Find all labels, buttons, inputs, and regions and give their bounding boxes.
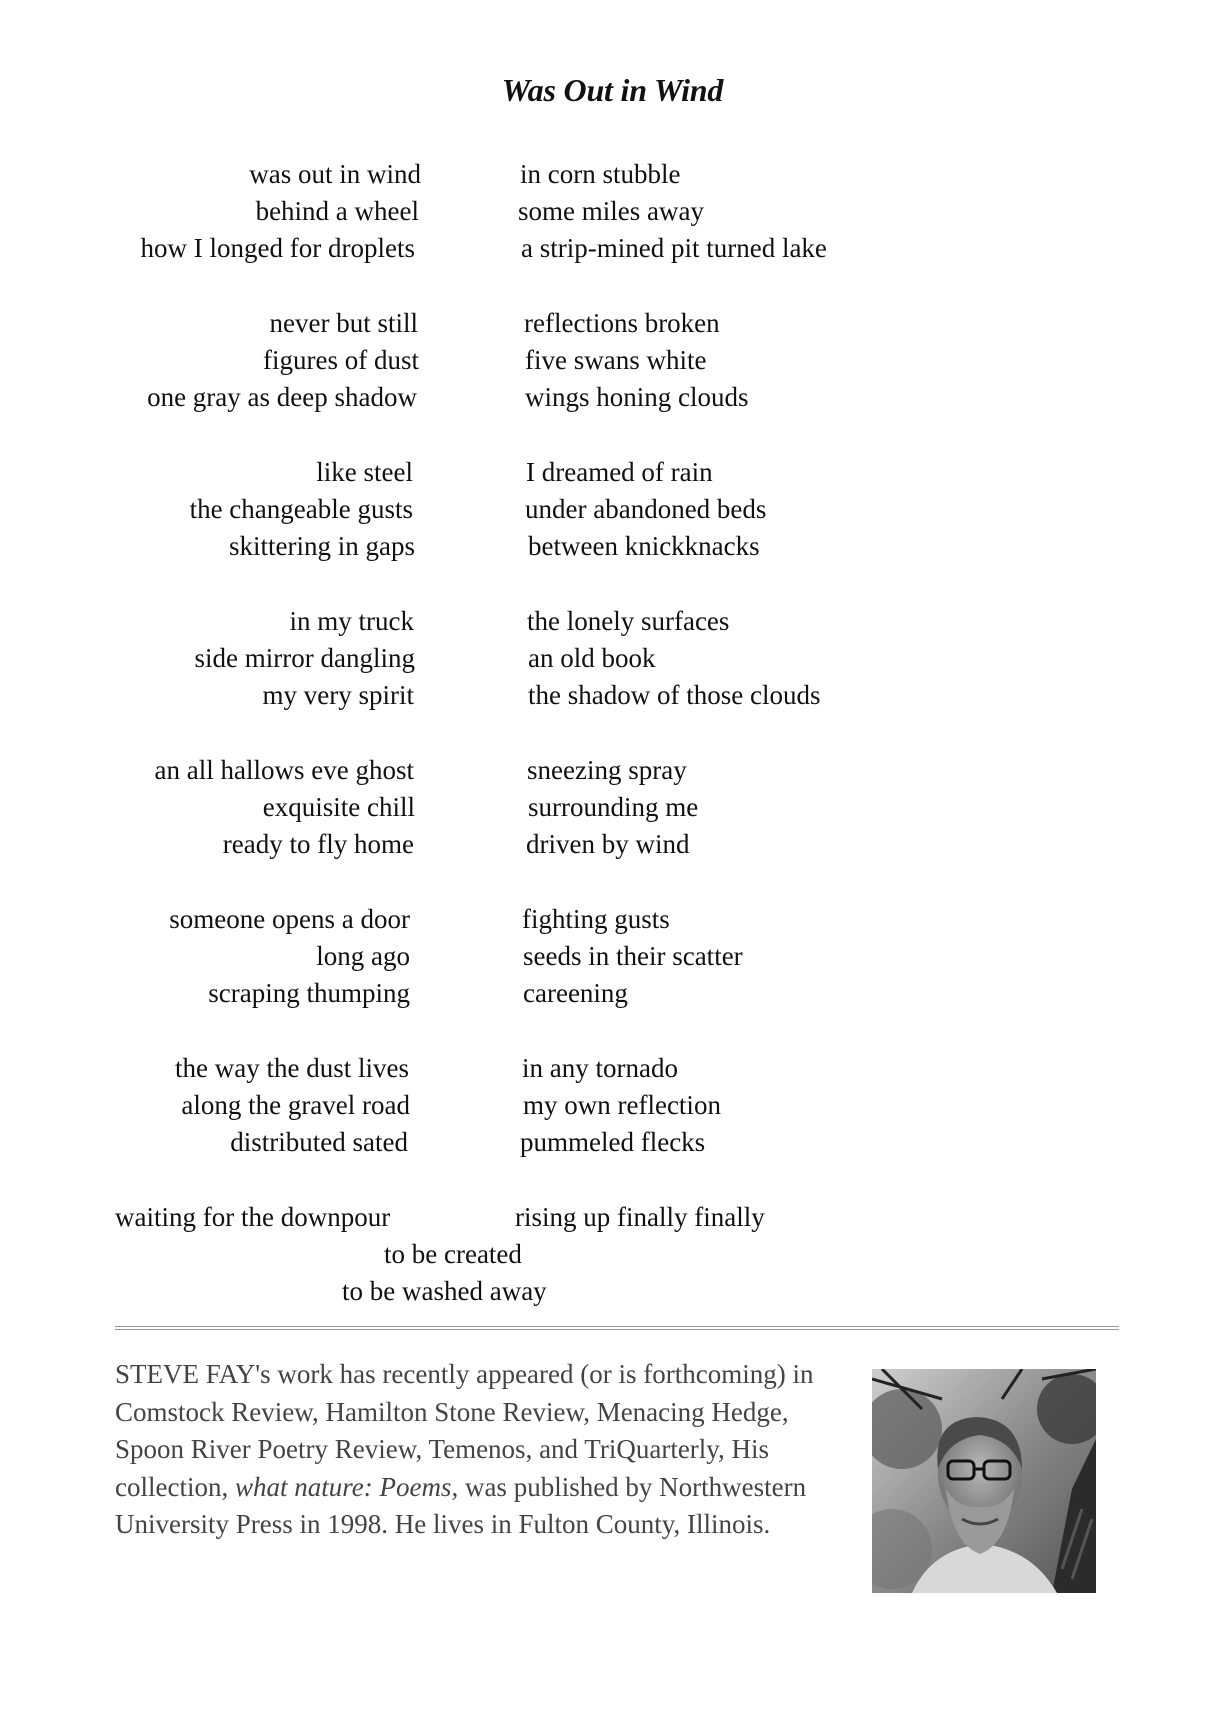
bio-text: was published by Northwestern University Press in 1998. He lives in Fulton County, Illinois.	[115, 1471, 807, 1539]
poem-line-left: never but still	[269, 308, 418, 338]
poem-line-right: I dreamed of rain	[526, 457, 713, 487]
poem-title: Was Out in Wind	[501, 72, 724, 108]
poem-line-right: rising up finally finally	[515, 1202, 765, 1232]
poem-line-right: sneezing spray	[527, 755, 687, 785]
poem-line-left: figures of dust	[263, 345, 419, 375]
section-divider	[115, 1326, 1119, 1330]
poem-line-left: how I longed for droplets	[140, 233, 415, 263]
poem-line-right: driven by wind	[526, 829, 690, 859]
poem-line-left: the way the dust lives	[175, 1053, 409, 1083]
poem-line-right: careening	[523, 978, 628, 1008]
bio-author-name: STEVE FAY	[115, 1359, 256, 1389]
poem-line-left: an all hallows eve ghost	[154, 755, 414, 785]
poem-line-left: in my truck	[289, 606, 414, 636]
poem-closing-line: to be washed away	[342, 1276, 547, 1306]
author-bio	[115, 1356, 855, 1544]
author-photo	[872, 1369, 1096, 1593]
poem-line-right: five swans white	[525, 345, 707, 375]
poem-line-right: some miles away	[518, 196, 704, 226]
poem-line-right: in corn stubble	[520, 159, 681, 189]
poem-line-right: an old book	[528, 643, 656, 673]
poem-line-left: like steel	[316, 457, 413, 487]
poem-line-left: ready to fly home	[222, 829, 414, 859]
poem-line-right: wings honing clouds	[525, 382, 749, 412]
poem-line-right: fighting gusts	[522, 904, 670, 934]
poem-line-left: someone opens a door	[169, 904, 410, 934]
poem-line-left: long ago	[316, 941, 410, 971]
poem-line-right: my own reflection	[523, 1090, 721, 1120]
poem-line-left: my very spirit	[262, 680, 414, 710]
poem-line-right: reflections broken	[524, 308, 720, 338]
poem-line-right: a strip-mined pit turned lake	[521, 233, 827, 263]
poem-line-right: the lonely surfaces	[527, 606, 730, 636]
bio-text: 's work has recently appeared (or is forthcoming) in Comstock Review, Hamilton Stone Review, Menacing Hedge, Spoon River Poetry Review, Temenos, and TriQuarterly, His collection,	[115, 1359, 814, 1502]
poem-line-left: exquisite chill	[262, 792, 415, 822]
poem-line-right: surrounding me	[528, 792, 699, 822]
poem-line-left: skittering in gaps	[229, 531, 415, 561]
poem-line-left: along the gravel road	[181, 1090, 410, 1120]
poem-line-right: pummeled flecks	[520, 1127, 706, 1157]
poem-line-right: the shadow of those clouds	[528, 680, 821, 710]
poem-line-right: under abandoned beds	[525, 494, 767, 524]
bio-book-title: what nature: Poems,	[234, 1471, 459, 1502]
poem-line-right: between knickknacks	[528, 531, 760, 561]
poem-line-left: distributed sated	[230, 1127, 408, 1157]
poem-line-left: behind a wheel	[255, 196, 419, 226]
poem-line-left: one gray as deep shadow	[147, 382, 417, 412]
poem-line-left: was out in wind	[249, 159, 421, 189]
poem-line-left: the changeable gusts	[189, 494, 413, 524]
poem-line-left: waiting for the downpour	[115, 1202, 391, 1232]
poem-line-left: side mirror dangling	[194, 643, 415, 673]
poem-line-left: scraping thumping	[208, 978, 410, 1008]
poem-line-right: in any tornado	[522, 1053, 678, 1083]
poem-closing-line: to be created	[384, 1239, 522, 1269]
poem-line-right: seeds in their scatter	[523, 941, 743, 971]
